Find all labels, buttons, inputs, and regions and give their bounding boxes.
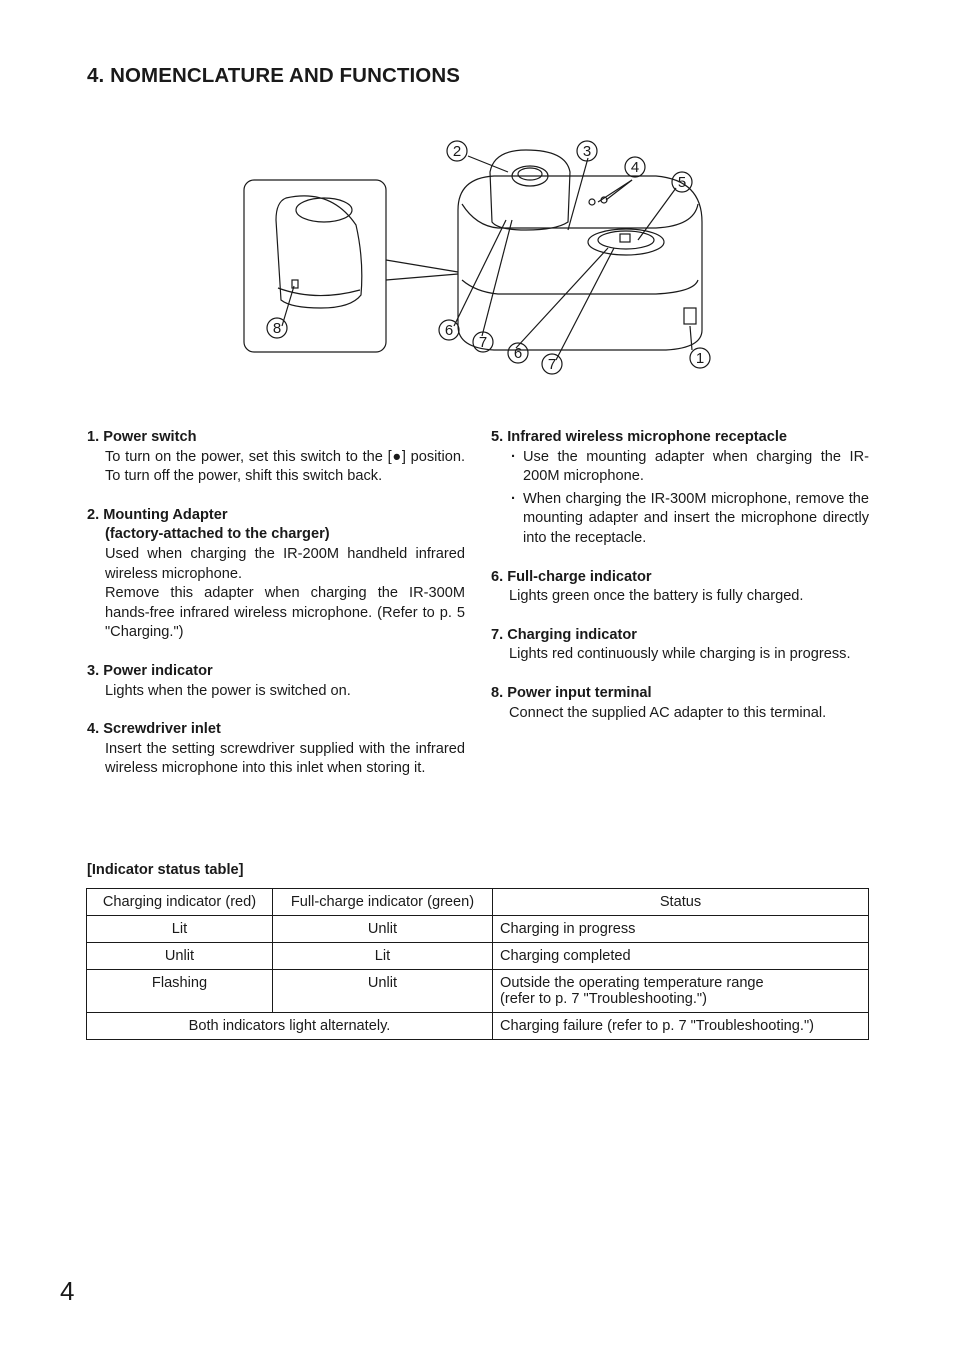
callout-1: 1: [695, 350, 705, 367]
callout-6a: 6: [444, 322, 454, 339]
callout-7a: 7: [478, 334, 488, 351]
item-receptacle: [491, 428, 869, 549]
table-title: [Indicator status table]: [87, 862, 244, 878]
table-cell: Unlit: [273, 970, 493, 1013]
callout-5: 5: [677, 174, 687, 191]
item-heading: 5. Infrared wireless microphone receptacle: [491, 429, 788, 445]
items-right-column: [491, 428, 869, 742]
callout-6b: 6: [513, 345, 523, 362]
item-power-switch: [87, 428, 465, 487]
item-description: Used when charging the IR-200M handheld infrared wireless microphone. Remove this adapter when charging the IR-300M hands-free infrared wireless microphone. (Refer to p. 5 "Charging."): [105, 545, 465, 641]
callout-3: 3: [582, 143, 592, 160]
table-row: [87, 1013, 869, 1040]
item-power-indicator: [87, 662, 465, 701]
item-description: To turn on the power, set this switch to the [●] position. To turn off the power, shift this switch back.: [105, 448, 465, 485]
charger-illustration: [236, 130, 736, 390]
callout-2: 2: [452, 143, 462, 160]
item-screwdriver-inlet: [87, 720, 465, 779]
page-number: 4: [60, 1276, 75, 1306]
table-cell: Both indicators light alternately.: [87, 1013, 493, 1040]
item-description: Lights green once the battery is fully charged.: [509, 588, 804, 605]
bullet-item: · When charging the IR-300M microphone, remove the mounting adapter and insert the microphone directly into the receptacle.: [509, 490, 869, 549]
table-row: [87, 916, 869, 943]
charger-adapter: [490, 150, 570, 230]
table-cell: Outside the operating temperature range (refer to p. 7 "Troubleshooting."): [493, 970, 869, 1013]
indicator-status-table: [86, 888, 869, 1040]
bullet-item: · Use the mounting adapter when charging the IR-200M microphone.: [509, 448, 869, 487]
item-subheading: (factory-attached to the charger): [105, 526, 330, 543]
item-heading: 2. Mounting Adapter (factory-attached to the charger): [87, 506, 465, 545]
table-header-cell: Status: [493, 889, 869, 916]
item-full-charge-indicator: [491, 568, 869, 607]
table-cell: Unlit: [87, 943, 273, 970]
item-mounting-adapter: [87, 506, 465, 643]
item-heading: 1. Power switch: [87, 429, 197, 445]
item-heading: 8. Power input terminal: [491, 684, 652, 701]
page-title: 4. NOMENCLATURE AND FUNCTIONS: [87, 64, 461, 87]
item-power-input-terminal: [491, 684, 869, 723]
table-row: [87, 943, 869, 970]
table-cell: Flashing: [87, 970, 273, 1013]
table-row: [87, 970, 869, 1013]
items-left-column: [87, 428, 465, 798]
table-header-cell: Charging indicator (red): [87, 889, 273, 916]
table-cell: Charging completed: [493, 943, 869, 970]
item-heading: 4. Screwdriver inlet: [87, 721, 221, 738]
item-charging-indicator: [491, 626, 869, 665]
table-cell: Lit: [87, 916, 273, 943]
item-description: Lights red continuously while charging is in progress.: [509, 646, 851, 663]
item-heading: 6. Full-charge indicator: [491, 568, 652, 585]
callout-7b: 7: [547, 356, 557, 373]
inset-frame: [244, 180, 386, 352]
item-heading: 7. Charging indicator: [491, 626, 637, 643]
callout-8: 8: [272, 320, 282, 337]
item-heading: 3. Power indicator: [87, 662, 213, 679]
item-bullets: [491, 448, 869, 549]
table-cell: Lit: [273, 943, 493, 970]
item-description: Lights when the power is switched on.: [105, 682, 351, 699]
callout-4: 4: [630, 159, 640, 176]
table-header-row: [87, 889, 869, 916]
table-cell: Charging failure (refer to p. 7 "Troubleshooting."): [493, 1013, 869, 1040]
table-cell: Unlit: [273, 916, 493, 943]
item-description: Insert the setting screwdriver supplied with the infrared wireless microphone into this inlet when storing it.: [105, 740, 465, 777]
table-header-cell: Full-charge indicator (green): [273, 889, 493, 916]
item-description: Connect the supplied AC adapter to this terminal.: [509, 704, 827, 721]
table-cell: Charging in progress: [493, 916, 869, 943]
